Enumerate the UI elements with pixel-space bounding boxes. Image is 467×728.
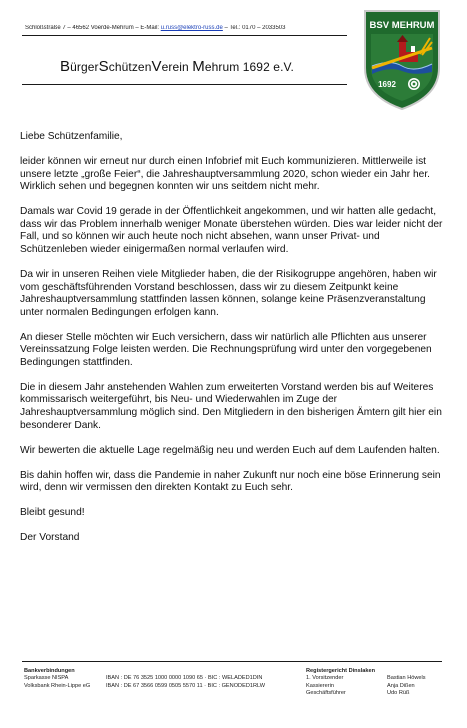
organization-title: BürgerSchützenVerein Mehrum 1692 e.V. bbox=[60, 58, 294, 75]
paragraph: Damals war Covid 19 gerade in der Öffentlichkeit angekommen, und wir hatten alle gedacht, dass wir das Problem innerhalb weniger Monate überstehen würden. Dies war leider nicht der Fall, und so können wir auch heute noch nicht absehen, wann unser Privat- und Schützenleben wieder einigermaßen normal verlaufen wird. bbox=[20, 206, 443, 255]
bank-details-iban bbox=[106, 668, 265, 690]
svg-text:1692: 1692 bbox=[378, 80, 396, 89]
title-divider bbox=[22, 84, 347, 85]
paragraph: Die in diesem Jahr anstehenden Wahlen zum erweiterten Vorstand werden bis auf Weiteres kommissarisch weitergeführt, bis Neu- und Wiederwahlen im Zuge der Jahreshauptversammlung möglich sind. Den Mitgliedern in den bisherigen Ämtern gilt hier ein besonderer Dank. bbox=[20, 381, 442, 431]
bank-heading: Bankverbindungen bbox=[24, 668, 75, 674]
bank-iban: IBAN : DE 76 3525 1000 0000 1090 65 · BIC : WELADED1DIN bbox=[106, 675, 263, 682]
officer-role: Kassiererin bbox=[306, 682, 334, 689]
signature: Der Vorstand bbox=[20, 532, 80, 544]
paragraph: Bis dahin hoffen wir, dass die Pandemie in naher Zukunft nur noch eine böse Erinnerung sein wird, denn wir vermissen den direkten Kontakt zu Euch sehr. bbox=[20, 469, 441, 494]
paragraph: Da wir in unseren Reihen viele Mitglieder haben, die der Risikogruppe angehören, haben wir vom geschäftsführenden Vorstand beschlossen, dass wir zu diesem Zeitpunkt keine Jahreshauptversammlung stattfinden lassen können, solange keine Präsenzveranstaltung unter normalen Bedingungen erfolgen kann. bbox=[20, 268, 437, 318]
officer-name: Udo Rüß bbox=[387, 690, 410, 697]
contact-line bbox=[25, 25, 355, 31]
register-names bbox=[387, 668, 426, 698]
address-text: Schloßstraße 7 – 46562 Voerde-Mehrum – E-Mail: bbox=[25, 25, 161, 31]
officer-name: Anja Dißen bbox=[387, 682, 415, 689]
paragraph: Wir bewerten die aktuelle Lage regelmäßig neu und werden Euch auf dem Laufenden halten. bbox=[20, 444, 440, 456]
bank-iban: IBAN : DE 67 3566 0599 0505 5570 11 · BIC : GENODED1RLW bbox=[106, 682, 265, 689]
paragraph: An dieser Stelle möchten wir Euch versichern, dass wir natürlich alle Pflichten aus unserer Vereinssatzung Folge leisten werden. Die Rechnungsprüfung wird unter den vorgegebenen Bedingungen stattfinden. bbox=[20, 331, 432, 368]
officer-name: Bastian Höwels bbox=[387, 675, 426, 682]
paragraph: leider können wir erneut nur durch einen Infobrief mit Euch kommunizieren. Mittlerweile ist unsere letzte „große Feier“, die Jahreshauptversammlung 2020, schon wieder ein Jahr her. Wirklich sehen und begegnen konnten wir uns seitdem nicht mehr. bbox=[20, 155, 430, 193]
email-link[interactable]: u.russ@elektro-russ.de bbox=[160, 25, 223, 31]
closing: Bleibt gesund! bbox=[20, 507, 85, 519]
salutation: Liebe Schützenfamilie, bbox=[20, 131, 123, 142]
phone-text: – Tel.: 0170 – 2033503 bbox=[222, 25, 286, 31]
footer-divider bbox=[22, 661, 442, 662]
officer-role: Geschäftsführer bbox=[306, 690, 346, 697]
register-roles bbox=[306, 668, 375, 698]
svg-text:BSV MEHRUM: BSV MEHRUM bbox=[369, 20, 435, 31]
officer-role: 1. Vorsitzender bbox=[306, 675, 344, 682]
club-crest-logo bbox=[362, 8, 442, 112]
header-divider bbox=[22, 35, 347, 36]
bank-details-names bbox=[24, 668, 90, 690]
letter-body bbox=[20, 131, 445, 557]
register-heading: Registergericht Dinslaken bbox=[306, 668, 376, 674]
bank-name: Sparkasse NISPA bbox=[24, 675, 69, 682]
bank-name: Volksbank Rhein-Lippe eG bbox=[24, 682, 91, 689]
